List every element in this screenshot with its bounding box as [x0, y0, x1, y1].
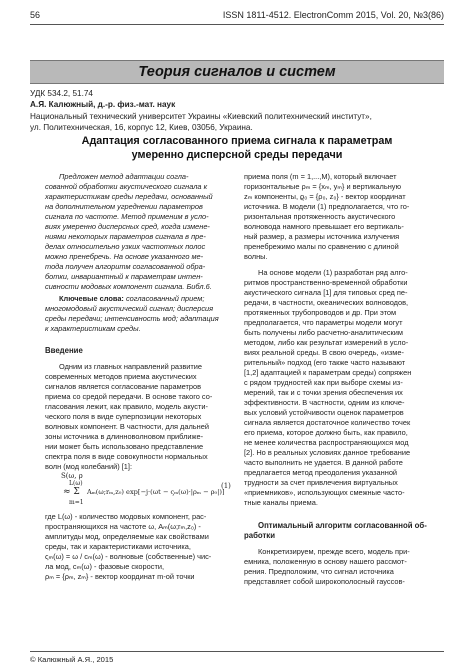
- text-line: сигнала является достаточное количество точек: [244, 418, 411, 427]
- abstract-line: виях умеренно дисперсных сред, когда измене-: [45, 222, 210, 231]
- text-line: эффективности. В частности, одним из ключе-: [244, 398, 405, 407]
- section-heading-algorithm: работки: [244, 531, 275, 540]
- abstract-line: можно пренебречь. На основе указанного ме-: [45, 252, 204, 261]
- text-line: вых условий устойчивости оценок параметров: [244, 408, 404, 417]
- text-line: zₘ компоненты, ϱ₀ = {ρ₀, z₀} - вектор координат: [244, 192, 406, 201]
- keywords-line: среды передачи; интенсивность мод; адаптация: [45, 314, 219, 323]
- text-line: рительный» подход (его также часто называют: [244, 358, 406, 367]
- keywords-label: Ключевые слова:: [59, 294, 124, 303]
- right-column-para2: [244, 268, 440, 508]
- text-line: методом, либо как результат измерений в усло-: [244, 338, 409, 347]
- text-line: [2]. Но в реальных условиях данное требование: [244, 448, 411, 457]
- intro-line: зоны источника в длинноволновом приближе-: [45, 432, 204, 441]
- text-line: ритмов пространственно-временной обработки: [244, 278, 408, 287]
- section-heading-intro: Введение: [45, 346, 83, 355]
- after-equation-text: [45, 512, 235, 582]
- text-line: с рядом трудностей как при выборе схемы из-: [244, 378, 403, 387]
- text-line: предлагается метод преодоления указанной: [244, 468, 398, 477]
- text-line: где L(ω) - количество модовых компонент, рас-: [45, 512, 207, 521]
- abstract-line: характеристикам среды передачи, основанный: [45, 192, 213, 201]
- text-line: ный размер, а размеры источника излучения: [244, 232, 400, 241]
- text-line: протяженных трубопроводов и др. При этом: [244, 308, 397, 317]
- text-line: ла мод, cₘ(ω) - фазовые скорости,: [45, 562, 165, 571]
- intro-line: волн (мод колебаний) [1]:: [45, 462, 132, 471]
- equation-lhs: S(ω, ρ: [61, 472, 83, 480]
- section-banner: Теория сигналов и систем: [30, 60, 444, 84]
- footer-rule: [30, 651, 444, 652]
- text-line: среды, так и характеристиками источника,: [45, 542, 191, 551]
- journal-info: ISSN 1811-4512. ElectronComm 2015, Vol. 20, №3(86): [222, 10, 444, 20]
- text-line: ρₘ = {ρₘ, zₘ} - вектор координат m-ой точки: [45, 572, 195, 581]
- text-line: редачи, в частности, океанических волноводов,: [244, 298, 409, 307]
- title-line: умеренно дисперсной среды передачи: [131, 148, 343, 161]
- text-line: источника. В модели (1) предполагается, что го-: [244, 202, 410, 211]
- sum-lower-limit: m=1: [69, 499, 84, 506]
- text-line: часто выполнить не удается. В данной работе: [244, 458, 403, 467]
- section-heading-algorithm: Оптимальный алгоритм согласованной об-: [258, 521, 427, 530]
- text-line: [1,2] адаптацией к параметрам среды) сопряжен: [244, 368, 412, 377]
- optimal-algorithm-section: [244, 521, 440, 587]
- intro-line: Одним из главных направлений развитие: [59, 362, 203, 371]
- text-line: ризонтальная протяженность акустического: [244, 212, 396, 221]
- abstract-line: Предложен метод адаптации согла-: [59, 172, 189, 181]
- abstract-line: сованной обработки акустического сигнала к: [45, 182, 208, 191]
- keywords-line: многомодовый акустический сигнал; дисперсия: [45, 304, 214, 313]
- keywords: [45, 294, 235, 334]
- text-line: емника, положенную в основу нашего рассмот-: [244, 557, 407, 566]
- text-line: «приемников», использующих смежные часто-: [244, 488, 405, 497]
- text-line: Конкретизируем, прежде всего, модель при-: [258, 547, 410, 556]
- sum-upper-limit: L(ω): [69, 480, 83, 487]
- abstract-line: на дополнительном угреднении параметров: [45, 202, 203, 211]
- abstract-line: тода получен алгоритм согласованной обра-: [45, 262, 206, 271]
- intro-line: приема со средой передачи. В основе такого со-: [45, 392, 213, 401]
- text-line: пространяющихся на частоте ω, Aₘ(ω;rₘ,z₀) -: [45, 522, 201, 531]
- text-line: На основе модели (1) разработан ряд алго-: [258, 268, 408, 277]
- text-line: мерений, так и с точки зрения обеспечения их: [244, 388, 403, 397]
- copyright: © Калюжный А.Я., 2015: [30, 655, 114, 664]
- paper-title: [30, 135, 444, 162]
- keywords-line: согласованный прием;: [123, 294, 205, 303]
- intro-section: [45, 346, 235, 472]
- text-line: ςₘ(ω) = ω / cₘ(ω) - волновые (собственные) чис-: [45, 552, 212, 561]
- author: А.Я. Калюжный, д.-р. физ.-мат. наук: [30, 100, 176, 109]
- sum-symbol: ≈ Σ: [63, 487, 80, 497]
- udc-code: УДК 534.2, 51.74: [30, 89, 93, 98]
- intro-line: волновых компонент. В частности, для дальней: [45, 422, 209, 431]
- text-line: акустического сигнала [1] для типовых сред пе-: [244, 288, 408, 297]
- keywords-line: к характеристикам среды.: [45, 324, 141, 333]
- running-header: [30, 10, 444, 24]
- abstract: [45, 172, 235, 292]
- header-rule: [30, 24, 444, 25]
- text-line: виях реальной среды. В свою очередь, «изме-: [244, 348, 404, 357]
- text-line: трудности за счет привлечения виртуальных: [244, 478, 398, 487]
- text-line: амплитуды мод, определяемые как свойствами: [45, 532, 209, 541]
- text-line: пренебрежимо малы по сравнению с длиной: [244, 242, 399, 251]
- text-line: рения. Предположим, что сигнал источника: [244, 567, 394, 576]
- text-line: быть получены либо расчетно-аналитическим: [244, 328, 403, 337]
- intro-line: спектра поля в виде совокупности нормальных: [45, 452, 208, 461]
- text-line: волновода намного превышает его вертикаль-: [244, 222, 404, 231]
- equation-number: (1): [221, 482, 231, 490]
- text-line: представляет собой широкополосный гауссов-: [244, 577, 405, 586]
- text-line: приема поля (m = 1,...,M), который включает: [244, 172, 397, 181]
- abstract-line: ботки, инвариантный к параметрам интен-: [45, 272, 203, 281]
- text-line: его приема, которое должно быть, как правило,: [244, 428, 408, 437]
- text-line: предполагается, что параметры модели могут: [244, 318, 403, 327]
- equation-1: [45, 472, 235, 512]
- right-column-para1: [244, 172, 440, 262]
- affiliation-1: Национальный технический университет Украины «Киевский политехнический институт»,: [30, 112, 372, 121]
- intro-line: сигналов является согласование параметров: [45, 382, 202, 391]
- text-line: тные каналы приема.: [244, 498, 318, 507]
- page-number: 56: [30, 10, 41, 20]
- abstract-line: сигнала по частоте. Метод применим в усло-: [45, 212, 209, 221]
- affiliation-2: ул. Политехническая, 16, корпус 12, Киев, 03056, Украина.: [30, 123, 253, 132]
- intro-line: гласования лежит, как правило, модель акусти-: [45, 402, 208, 411]
- text-line: не менее количества распространяющихся мод: [244, 438, 409, 447]
- title-line: Адаптация согласованного приема сигнала к параметрам: [81, 135, 393, 147]
- intro-line: современных методов приема акустических: [45, 372, 197, 381]
- abstract-line: сивности модовых компонент сигнала. Библ.6.: [45, 282, 212, 291]
- intro-line: нии может быть использовано представление: [45, 442, 204, 451]
- author-line: [30, 99, 444, 110]
- equation-rhs: Aₘ(ω;rₘ,z₀) exp[−j·(ωt − ςₘ(ω)·|ρₘ − ρ₀|)]: [87, 488, 225, 496]
- intro-line: ческого поля в виде суперпозиции некоторых: [45, 412, 202, 421]
- abstract-line: делах относительно узких частотных полос: [45, 242, 206, 251]
- text-line: горизонтальные ρₘ = {xₘ, yₘ} и вертикальную: [244, 182, 402, 191]
- abstract-line: ниями некоторых параметров сигнала в пре-: [45, 232, 206, 241]
- text-line: волны.: [244, 252, 268, 261]
